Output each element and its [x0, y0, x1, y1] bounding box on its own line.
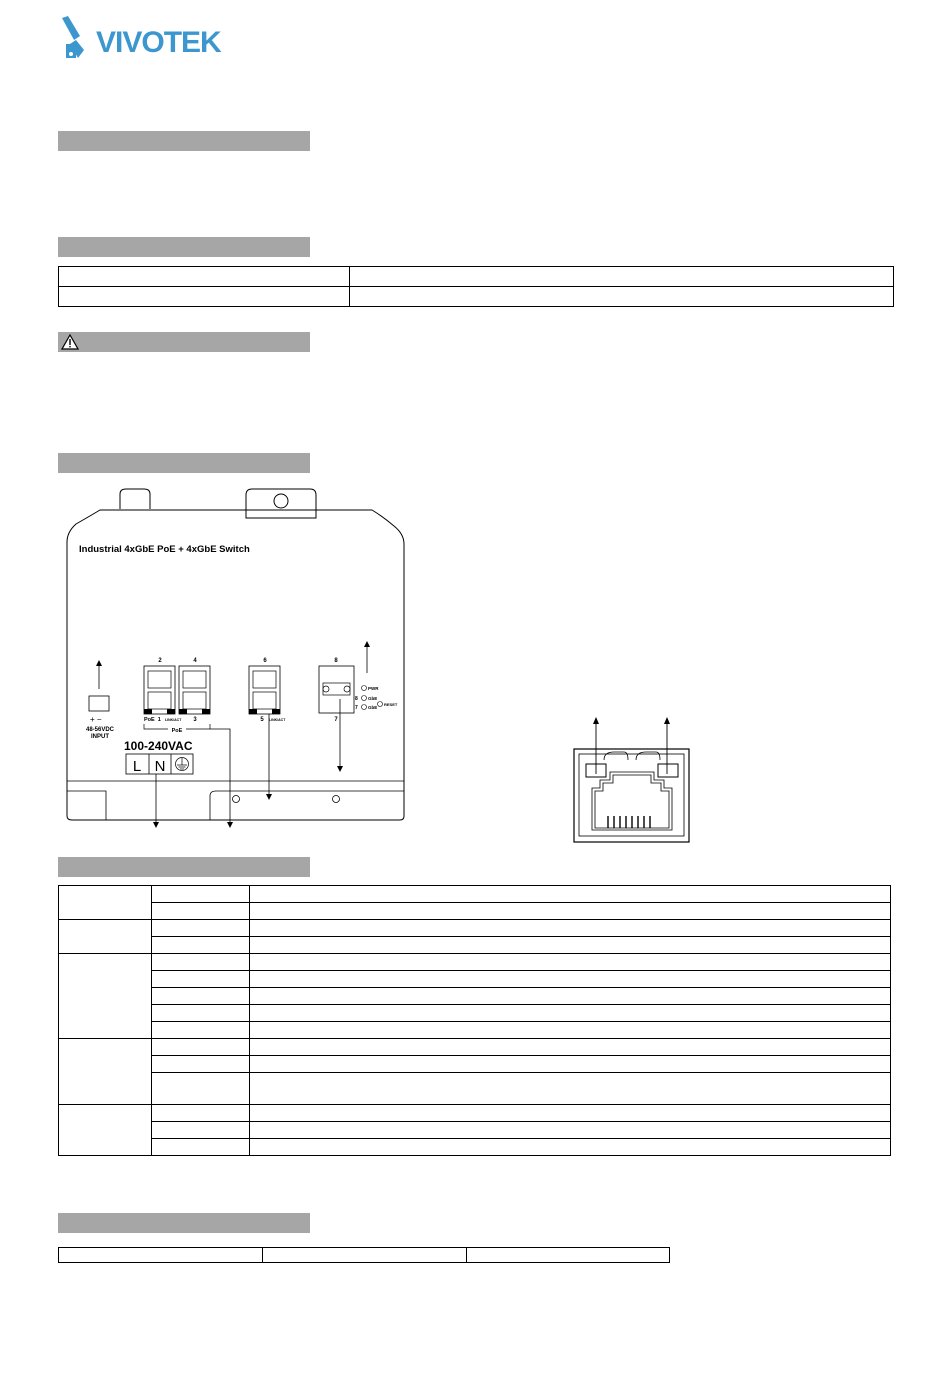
- port-label-5: 5: [260, 717, 264, 723]
- table-cell: [152, 1056, 250, 1073]
- table-group-cell: [59, 1105, 152, 1156]
- section-bar-3: [58, 453, 310, 473]
- brand-name: VIVOTEK: [96, 26, 221, 59]
- led-gbe7-label: GbE: [368, 705, 378, 710]
- port-label-3: 3: [193, 717, 197, 723]
- table-cell: [250, 937, 891, 954]
- table-cell: [250, 920, 891, 937]
- table-cell: [152, 1105, 250, 1122]
- link-act-label-2: LINK/ACT: [269, 718, 286, 722]
- table-cell: [152, 1039, 250, 1056]
- table-cell: [59, 1248, 263, 1263]
- table-cell: [152, 1073, 250, 1105]
- section-bar-2: [58, 237, 310, 257]
- vivotek-logo-icon: [60, 14, 100, 62]
- section-bar-4: [58, 857, 310, 877]
- link-act-label: LINK/ACT: [165, 718, 182, 722]
- ac-terminal-l: L: [132, 758, 142, 775]
- ac-terminal-n: N: [154, 758, 166, 775]
- port-block-5-6: [249, 666, 280, 714]
- port-label-6: 6: [263, 658, 267, 664]
- led-pwr-label: PWR: [368, 686, 379, 691]
- section-bar-5: [58, 1213, 310, 1233]
- led-gbe8-number: 8: [355, 696, 358, 702]
- port-block-poe-3-4: [179, 666, 210, 714]
- table-cell: [250, 903, 891, 920]
- led-gbe8-label: GbE: [368, 696, 378, 701]
- table-cell: [250, 1105, 891, 1122]
- table-cell: [250, 1056, 891, 1073]
- port-block-poe-1-2: [144, 666, 175, 714]
- led-gbe7-number: 7: [355, 705, 358, 711]
- rj45-port-icon: [570, 712, 694, 846]
- dc-polarity-label: + −: [90, 715, 102, 724]
- table-cell: [250, 988, 891, 1005]
- table-group-cell: [59, 1039, 152, 1105]
- table-cell: [152, 886, 250, 903]
- table-cell: [59, 287, 350, 307]
- dc-input-sub-label: INPUT: [91, 734, 109, 740]
- section-bar-warning: [58, 332, 310, 352]
- table-cell: [152, 971, 250, 988]
- poe-group-label: PoE: [171, 728, 183, 734]
- table-cell: [152, 1022, 250, 1039]
- table-cell: [250, 1005, 891, 1022]
- device-title: Industrial 4xGbE PoE + 4xGbE Switch: [79, 544, 250, 555]
- table-cell: [250, 1022, 891, 1039]
- table-cell: [250, 1139, 891, 1156]
- port-label-7: 7: [334, 717, 338, 723]
- table-cell: [250, 1122, 891, 1139]
- info-table: [58, 266, 894, 307]
- table-cell: [250, 1073, 891, 1105]
- reset-label: RESET: [384, 702, 398, 707]
- table-cell: [152, 1005, 250, 1022]
- table-cell: [152, 988, 250, 1005]
- table-cell: [152, 920, 250, 937]
- port-label-8: 8: [334, 658, 338, 664]
- section-bar-1: [58, 131, 310, 151]
- table-cell: [467, 1248, 670, 1263]
- table-cell: [250, 954, 891, 971]
- table-cell: [152, 1122, 250, 1139]
- port-label-2: 2: [158, 658, 162, 664]
- port-label-1: PoE 1: [144, 717, 161, 723]
- table-cell: [152, 937, 250, 954]
- table-cell: [152, 903, 250, 920]
- port-label-4: 4: [193, 658, 197, 664]
- ground-icon: [176, 758, 189, 771]
- table-cell: [152, 954, 250, 971]
- dc-input-label: 48-56VDC: [85, 727, 115, 733]
- table-group-cell: [59, 954, 152, 1039]
- table-group-cell: [59, 920, 152, 954]
- table-cell: [250, 1039, 891, 1056]
- table-cell: [350, 267, 894, 287]
- device-panel-diagram: [60, 486, 410, 831]
- bottom-table: [58, 1247, 670, 1263]
- warning-icon: [61, 334, 79, 350]
- table-cell: [263, 1248, 467, 1263]
- port-block-7-8: [319, 666, 354, 713]
- ac-input-label: 100-240VAC: [124, 739, 193, 753]
- table-cell: [250, 971, 891, 988]
- table-cell: [152, 1139, 250, 1156]
- table-cell: [250, 886, 891, 903]
- table-cell: [350, 287, 894, 307]
- table-cell: [59, 267, 350, 287]
- table-group-cell: [59, 886, 152, 920]
- spec-table: [58, 885, 891, 1156]
